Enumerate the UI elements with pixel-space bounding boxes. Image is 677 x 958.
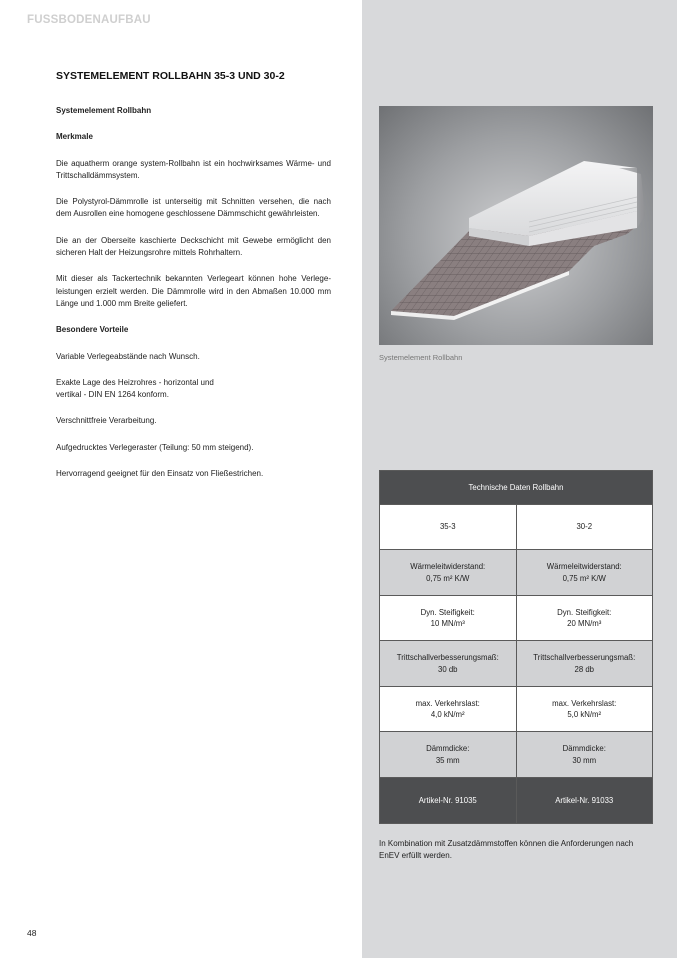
features-heading: Merkmale — [56, 132, 93, 142]
feature-paragraph: Die an der Oberseite kaschierte Deckschicht mit Gewebe ermöglicht den sicheren Halt der Heizungsrohre mittels Rohrhaltern. — [56, 235, 331, 258]
rollbahn-illustration — [379, 106, 653, 345]
table-header-row — [380, 471, 653, 505]
advantage-item: Aufgedrucktes Verlegeraster (Teilung: 50 mm steigend). — [56, 442, 254, 452]
feature-paragraph: Die Polystyrol-Dämmrolle ist unterseitig mit Schnitten versehen, die nach dem Ausrollen eine homogene geschlossene Dämmschicht gewährleisten. — [56, 197, 331, 219]
table-cell: Wärmeleitwiderstand: 0,75 m² K/W — [380, 550, 517, 596]
table-row — [380, 687, 653, 732]
page-title: SYSTEMELEMENT ROLLBAHN 35-3 UND 30-2 — [56, 70, 285, 82]
column-header-35-3: 35-3 — [380, 505, 517, 550]
table-cell: Dämmdicke: 30 mm — [516, 732, 653, 778]
table-cell: max. Verkehrslast: 5,0 kN/m² — [516, 687, 653, 732]
table-cell: Dämmdicke: 35 mm — [380, 732, 517, 778]
table-row — [380, 641, 653, 687]
table-row — [380, 778, 653, 824]
advantage-item: Exakte Lage des Heizrohres - horizontal und vertikal - DIN EN 1264 konform. — [56, 377, 214, 400]
table-cell: Trittschallverbesserungsmaß: 30 db — [380, 641, 517, 687]
table-cell: Trittschallverbesserungsmaß: 28 db — [516, 641, 653, 687]
footnote: In Kombination mit Zusatzdämmstoffen können die Anforderungen nach EnEV erfüllt werden. — [379, 839, 634, 861]
feature-paragraph: Mit dieser als Tackertechnik bekannten Verlegeart können hohe Verlege- leistungen erzielt werden. Die Dämmrolle wird in den Abmaßen 10.000 mm Länge und 1.000 mm Breite geliefert. — [56, 274, 331, 308]
column-header-30-2: 30-2 — [516, 505, 653, 550]
article-number: Artikel-Nr. 91035 — [380, 778, 517, 824]
product-photo — [379, 106, 653, 345]
advantage-item: Hervorragend geeignet für den Einsatz von Fließestrichen. — [56, 469, 264, 479]
table-cell: Dyn. Steifigkeit: 20 MN/m³ — [516, 596, 653, 641]
section-label: FUSSBODENAUFBAU — [27, 14, 151, 26]
advantages-heading: Besondere Vorteile — [56, 325, 129, 335]
advantage-item: Verschnittfreie Verarbeitung. — [56, 416, 157, 426]
technical-data-table — [379, 470, 653, 824]
table-row — [380, 732, 653, 778]
table-cell: max. Verkehrslast: 4,0 kN/m² — [380, 687, 517, 732]
table-cell: Wärmeleitwiderstand: 0,75 m² K/W — [516, 550, 653, 596]
table-title: Technische Daten Rollbahn — [380, 471, 653, 505]
table-row — [380, 550, 653, 596]
table-row — [380, 505, 653, 550]
main-content — [56, 105, 331, 494]
feature-paragraph: Die aquatherm orange system-Rollbahn ist ein hochwirksames Wärme- und Trittschalldämmsystem. — [56, 158, 331, 180]
photo-caption: Systemelement Rollbahn — [379, 353, 463, 362]
page-number: 48 — [27, 928, 37, 938]
table-cell: Dyn. Steifigkeit: 10 MN/m³ — [380, 596, 517, 641]
article-number: Artikel-Nr. 91033 — [516, 778, 653, 824]
table-row — [380, 596, 653, 641]
advantage-item: Variable Verlegeabstände nach Wunsch. — [56, 351, 200, 361]
subtitle: Systemelement Rollbahn — [56, 106, 152, 115]
